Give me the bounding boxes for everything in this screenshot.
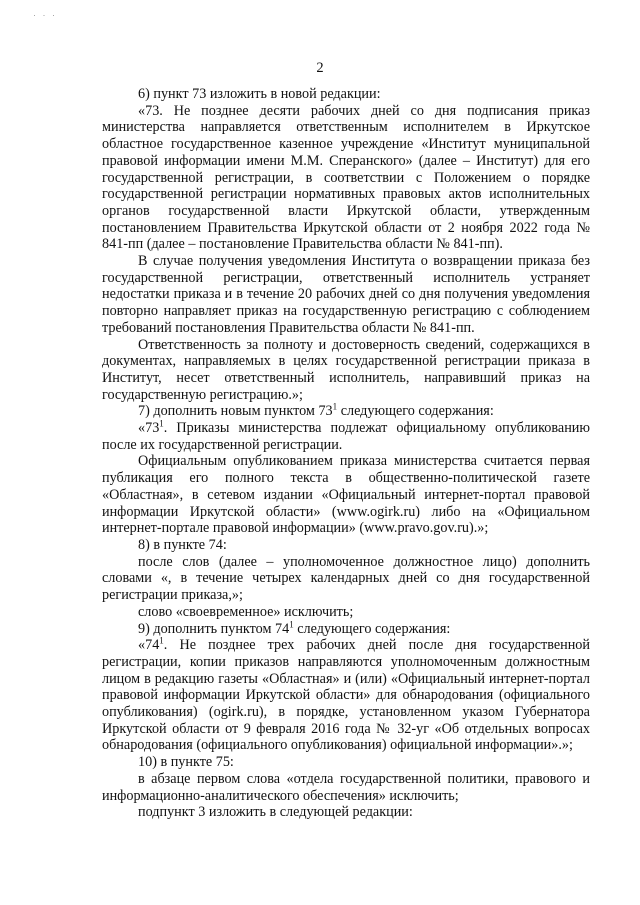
paragraph-74-after: после слов (далее – уполномоченное должностное лицо) дополнить словами «, в течение четырех календарных дней со дня государственной регистрации приказа,»;: [102, 553, 590, 604]
paragraph-73-1-b: . Приказы министерства подлежат официальному опубликованию после их государственной регистрации.: [102, 420, 590, 453]
paragraph-75-sub3: подпункт 3 изложить в следующей редакции:: [138, 804, 413, 821]
item-7-heading-b: следующего содержания:: [337, 403, 494, 420]
paragraph-73-text: «73. Не позднее десяти рабочих дней со дня подписания приказ министерства направляется ответственным исполнителем в Иркутское областное государственное казенное учреждение «Институт муниципальной правовой информации имени М.М. Сперанского» (далее – Институт) для его государственной регистрации, в соответствии с Положением о порядке государственной регистрации нормативных правовых актов исполнительных органов государственной власти Иркутской области, утвержденным постановлением Правительства Иркутской области от 2 ноября 2022 года № 841-пп (далее – постановление Правительства области № 841-пп).: [102, 102, 590, 253]
item-9-heading: [102, 618, 590, 638]
item-8-heading: 8) в пункте 74:: [138, 536, 227, 553]
item-6-heading: 6) пункт 73 изложить в новой редакции:: [138, 86, 381, 102]
paragraph-73-responsibility: Ответственность за полноту и достоверность сведений, содержащихся в документах, направляемых в целях государственной регистрации приказа в Институт, несет ответственный исполнитель, направивший приказ на государственную регистрацию.»;: [102, 336, 590, 403]
corner-mark: · · ·: [33, 10, 57, 20]
paragraph-73-1-sup: 1: [159, 418, 164, 429]
item-7-heading-sup: 1: [332, 401, 338, 412]
item-7-heading-a: 7) дополнить новым пунктом 73: [138, 403, 333, 420]
item-9-heading-sup: 1: [289, 618, 294, 629]
item-9-heading-b: следующего содержания:: [293, 620, 451, 637]
page-number: 2: [316, 60, 324, 76]
paragraph-73-1: [102, 420, 590, 453]
paragraph-75-first: в абзаце первом слова «отдела государственной политики, правового и информационно-аналитического обеспечения» исключить;: [102, 770, 590, 804]
paragraph-74-word: слово «своевременное» исключить;: [138, 603, 354, 620]
item-10-heading: 10) в пункте 75:: [138, 754, 234, 771]
paragraph-73-return: В случае получения уведомления Института о возвращении приказа без государственной регистрации, ответственный исполнитель устраняет недостатки приказа и в течение 20 рабочих дней со дня получения уведомления повторно направляет приказ на государственную регистрацию с соблюдением требований постановления Правительства области № 841-пп.: [102, 253, 590, 336]
document-body: [102, 86, 590, 821]
item-7-heading: [102, 403, 590, 420]
paragraph-74-1-b: . Не позднее трех рабочих дней после дня государственной регистрации, копии приказов направляются уполномоченным должностным лицом в редакцию газеты «Областная» и (или) «Официальный интернет-портал правовой информации Иркутской области» для обнародования (официального опубликования) (ogirk.ru), в порядке, установленном указом Губернатора Иркутской области от 9 февраля 2016 года № 32-уг «Об отдельных вопросах обнародования (официального опубликования) официальной информации».»;: [102, 637, 590, 754]
item-9-heading-a: 9) дополнить пунктом 74: [138, 620, 290, 637]
paragraph-73-1-a: «73: [138, 420, 160, 437]
paragraph-73-1-official: Официальным опубликованием приказа министерства считается первая публикация его полного текста в общественно-политической газете «Областная», в сетевом издании «Официальный интернет-портал правовой информации Иркутской области» (www.ogirk.ru) либо на «Официальном интернет-портале правовой информации» (www.pravo.gov.ru).»;: [102, 453, 590, 537]
paragraph-74-1-a: «74: [138, 637, 160, 654]
paragraph-74-1-sup: 1: [159, 635, 164, 646]
paragraph-74-1: [102, 637, 590, 754]
